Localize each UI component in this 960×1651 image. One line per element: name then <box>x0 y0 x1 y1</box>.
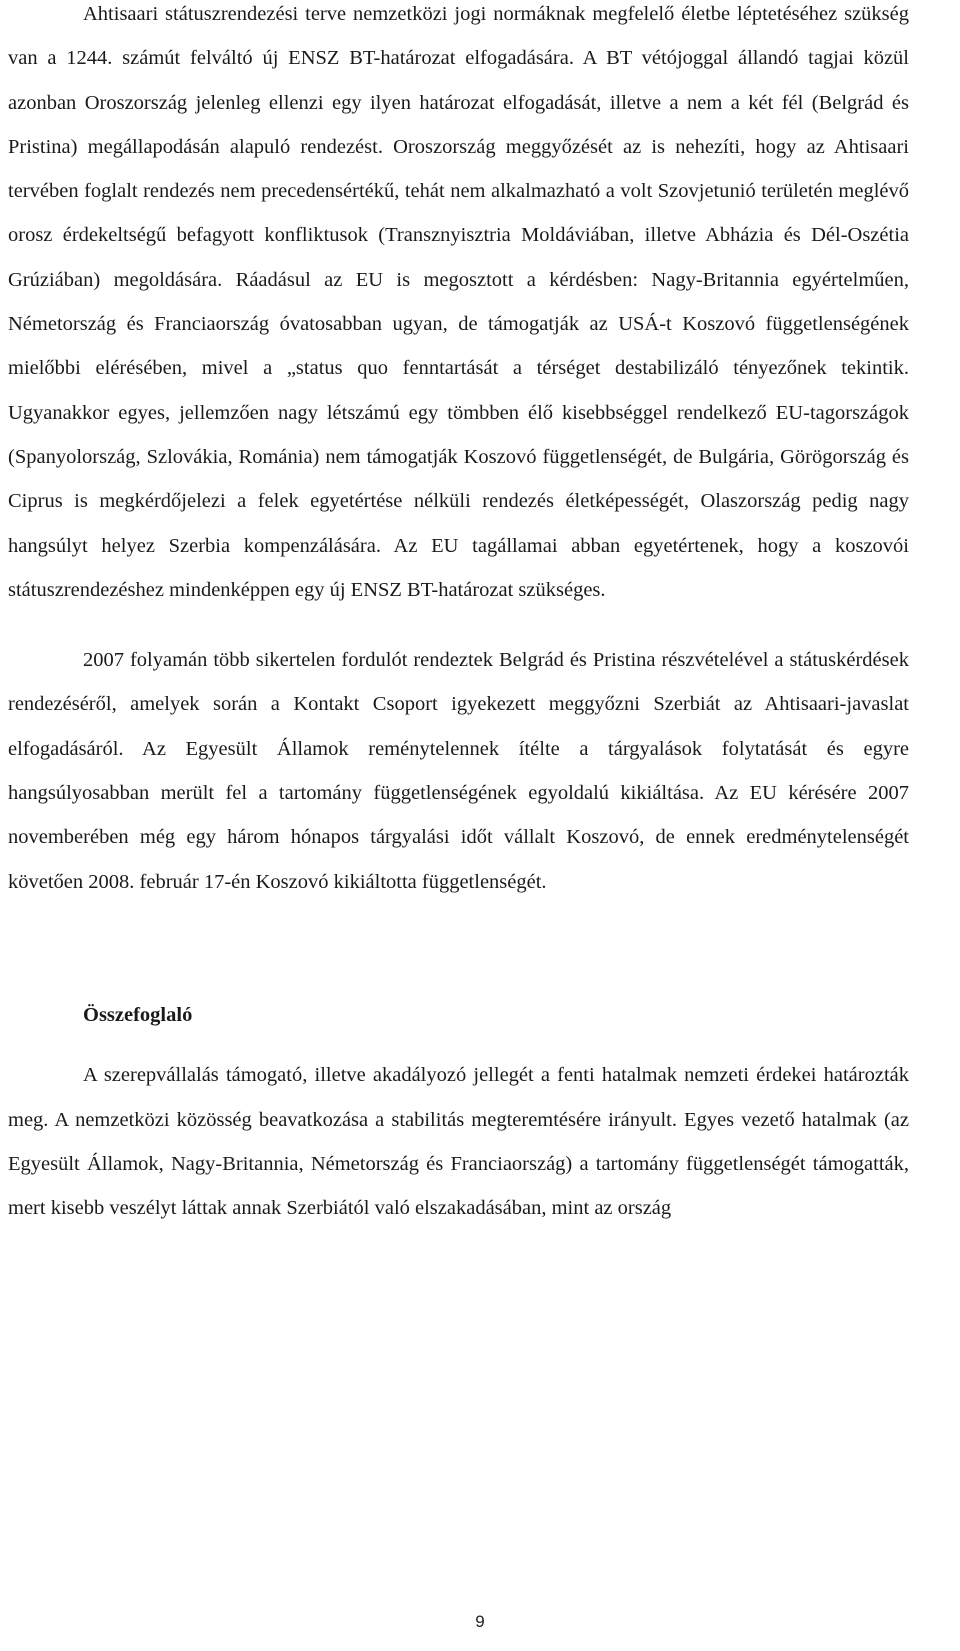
body-paragraph-2007-negotiations: 2007 folyamán több sikertelen fordulót rendeztek Belgrád és Pristina részvételével a státuskérdések rendezéséről, amelyek során a Kontakt Csoport igyekezett meggyőzni Szerbiát az Ahtisaari-javaslat elfogadásáról. Az Egyesült Államok reménytelennek ítélte a tárgyalások folytatását és egyre hangsúlyosabban merült fel a tartomány függetlenségének egyoldalú kikiáltása. Az EU kérésére 2007 novemberében még egy három hónapos tárgyalási időt vállalt Koszovó, de ennek eredménytelenségét követően 2008. február 17-én Koszovó kikiáltotta függetlenségét. <box>8 649 909 893</box>
body-paragraph-ahtisaari-plan: Ahtisaari státuszrendezési terve nemzetközi jogi normáknak megfelelő életbe léptetéséhez szükség van a 1244. számút felváltó új ENSZ BT-határozat elfogadására. A BT vétójoggal állandó tagjai közül azonban Oroszország jelenleg ellenzi egy ilyen határozat elfogadását, illetve a nem a két fél (Belgrád és Pristina) megállapodásán alapuló rendezést. Oroszország meggyőzését az is nehezíti, hogy az Ahtisaari tervében foglalt rendezés nem precedensértékű, tehát nem alkalmazható a volt Szovjetunió területén meglévő orosz érdekeltségű befagyott konfliktusok (Transznyisztria Moldáviában, illetve Abházia és Dél-Oszétia Grúziában) megoldására. Ráadásul az EU is megosztott a kérdésben: Nagy-Britannia egyértelműen, Németország és Franciaország óvatosabban ugyan, de támogatják az USÁ-t Koszovó függetlenségének mielőbbi elérésében, mivel a „status quo fenntartását a térséget destabilizáló tényezőnek tekintik. Ugyanakkor egyes, jellemzően nagy létszámú egy tömbben élő kisebbséggel rendelkező EU-tagországok (Spanyolország, Szlovákia, Románia) nem támogatják Koszovó függetlenségét, de Bulgária, Görögország és Ciprus is megkérdőjelezi a felek egyetértése nélküli rendezés életképességét, Olaszország pedig nagy hangsúlyt helyez Szerbia kompenzálására. Az EU tagállamai abban egyetértenek, hogy a koszovói státuszrendezéshez mindenképpen egy új ENSZ BT-határozat szükséges. <box>8 3 909 601</box>
page-number: 9 <box>475 1612 485 1631</box>
section-heading-summary: Összefoglaló <box>83 1003 193 1026</box>
summary-paragraph: A szerepvállalás támogató, illetve akadályozó jellegét a fenti hatalmak nemzeti érdekei határozták meg. A nemzetközi közösség beavatkozása a stabilitás megteremtésére irányult. Egyes vezető hatalmak (az Egyesült Államok, Nagy-Britannia, Németország és Franciaország) a tartomány függetlenségét támogatták, mert kisebb veszélyt láttak annak Szerbiától való elszakadásában, mint az ország <box>8 1064 909 1220</box>
document-page <box>8 0 909 1230</box>
